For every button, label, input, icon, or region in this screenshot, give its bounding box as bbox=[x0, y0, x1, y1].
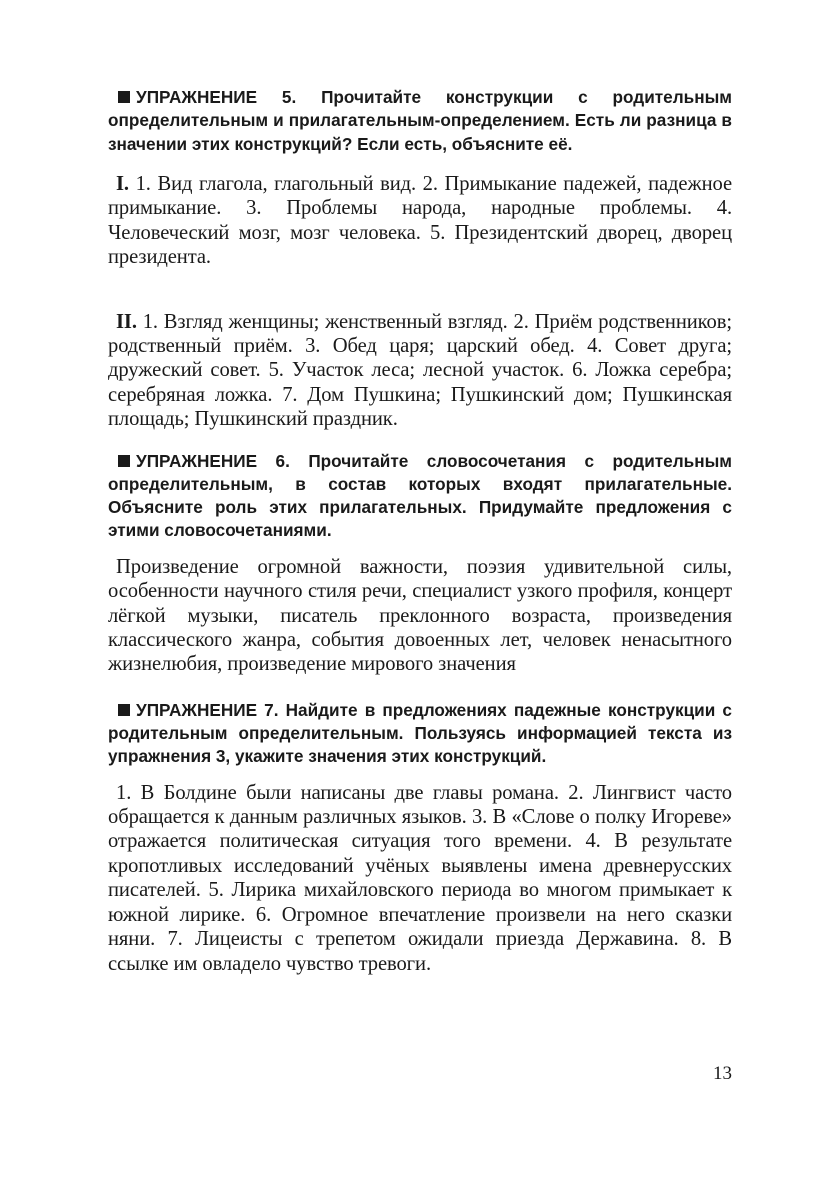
exercise-5-task bbox=[108, 86, 732, 156]
part-1-label: I. bbox=[116, 172, 129, 195]
exercise-7-instruction: Найдите в предложениях падежные конструкции с родительным определительным. Пользуясь информацией текста из упражнения 3, укажите значения этих конструкций. bbox=[108, 699, 732, 767]
exercise-7-heading: УПРАЖНЕНИЕ 7. bbox=[136, 699, 279, 720]
exercise-5-heading: УПРАЖНЕНИЕ 5. bbox=[136, 87, 297, 107]
page-number: 13 bbox=[713, 1063, 732, 1084]
square-bullet-icon bbox=[118, 455, 130, 467]
part-2-text: 1. Взгляд женщины; женственный взгляд. 2. Приём родственников; родственный приём. 3. Обед царя; царский обед. 4. Совет друга; дружеский совет. 5. Участок леса; лесной участок. 6. Ложка серебра; серебряная ложка. 7. Дом Пушкина; Пушкинский дом; Пушкинская площадь; Пушкинский праздник. bbox=[108, 310, 732, 431]
exercise-6-instruction: Прочитайте словосочетания с родительным определительным, в состав которых входят прилагательные. Объясните роль этих прилагательных. Придумайте предложения с этими словосочетаниями. bbox=[108, 450, 732, 541]
exercise-5-part-1 bbox=[108, 172, 732, 270]
exercise-5-instruction: Прочитайте конструкции с родительным определительным и прилагательным-определением. Есть ли разница в значении этих конструкций? Если есть, объясните её. bbox=[108, 87, 732, 154]
textbook-page bbox=[108, 86, 732, 976]
square-bullet-icon bbox=[118, 91, 130, 103]
exercise-6-task bbox=[108, 450, 732, 543]
part-1-text: 1. Вид глагола, глагольный вид. 2. Примыкание падежей, падежное примыкание. 3. Проблемы народа, народные проблемы. 4. Человеческий мозг, мозг человека. 5. Президентский дворец, дворец президента. bbox=[108, 172, 732, 269]
part-2-label: II. bbox=[116, 310, 137, 333]
exercise-7-task bbox=[108, 699, 732, 769]
exercise-6-text: Произведение огромной важности, поэзия удивительной силы, особенности научного стиля речи, специалист узкого профиля, концерт лёгкой музыки, писатель преклонного возраста, произведения классического жанра, события довоенных лет, человек ненасытного жизнелюбия, произведение мирового значения bbox=[108, 555, 732, 676]
square-bullet-icon bbox=[118, 704, 130, 716]
exercise-5-part-2 bbox=[108, 310, 732, 432]
exercise-6-heading: УПРАЖНЕНИЕ 6. bbox=[136, 450, 290, 471]
exercise-7-text: 1. В Болдине были написаны две главы романа. 2. Лингвист часто обращается к данным различных языков. 3. В «Слове о полку Игореве» отражается политическая ситуация того времени. 4. В результате кропотливых исследований учёных выявлены имена древнерусских писателей. 5. Лирика михайловского периода во многом примыкает к южной лирике. 6. Огромное впечатление произвели на него сказки няни. 7. Лицеисты с трепетом ожидали приезда Державина. 8. В ссылке им овладело чувство тревоги. bbox=[108, 781, 732, 975]
